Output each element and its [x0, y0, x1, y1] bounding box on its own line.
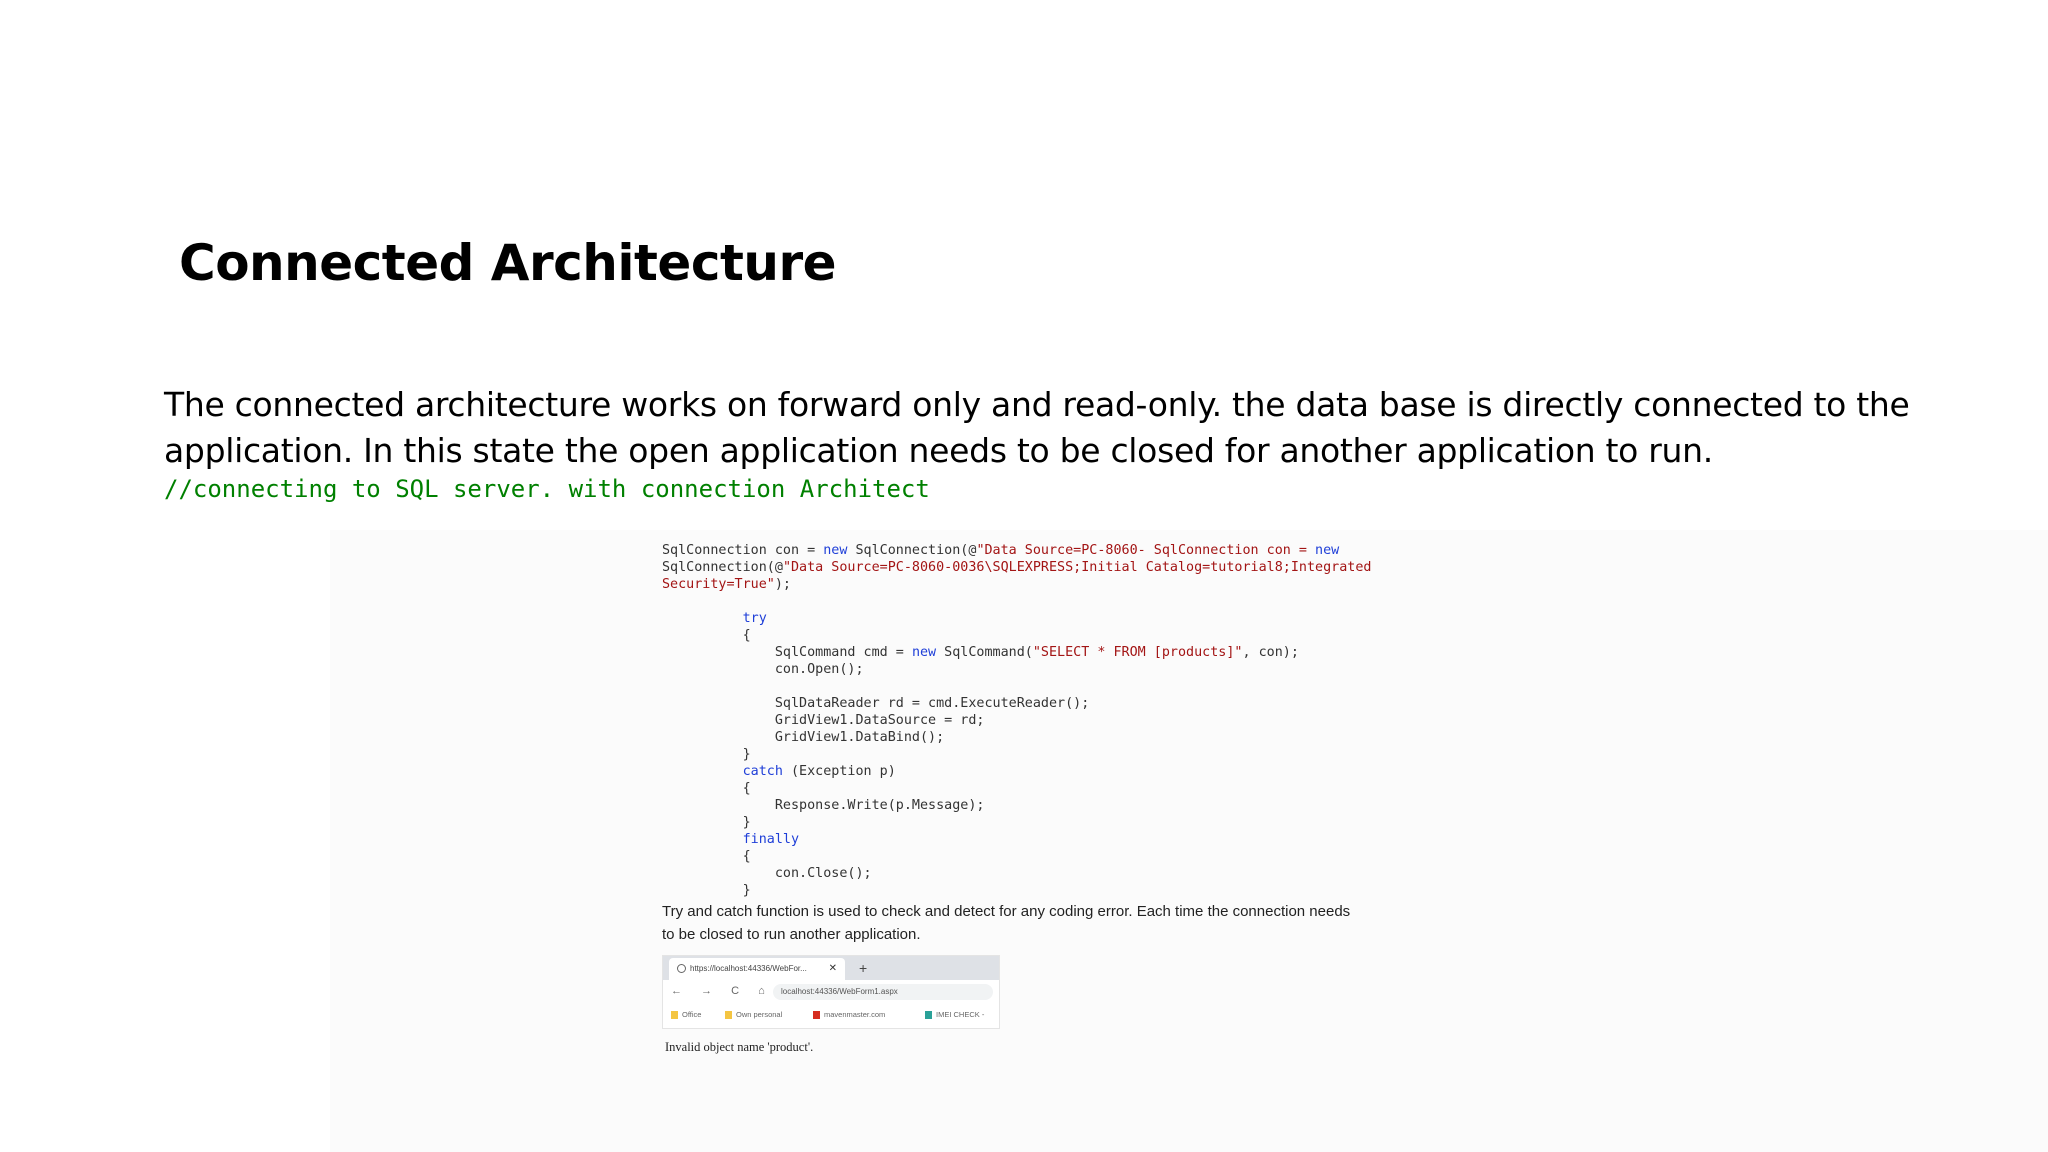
slide-body: [164, 382, 2044, 474]
explanation-line-1: Try and catch function is used to check and detect for any coding error. Each time the connection needs: [662, 903, 1351, 920]
error-message: Invalid object name 'product'.: [665, 1040, 814, 1054]
new-tab-button[interactable]: +: [859, 960, 868, 976]
code-line: {: [742, 849, 751, 864]
site-icon: [925, 1011, 932, 1019]
code-line: {: [742, 781, 751, 796]
code-line: SqlCommand cmd = new SqlCommand("SELECT * FROM [products]", con);: [774, 645, 1299, 660]
browser-tab-bar: [663, 956, 999, 980]
nav-buttons[interactable]: ← → C ⌂: [671, 985, 773, 997]
code-line: Security=True");: [662, 577, 791, 592]
body-line-2: application. In this state the open application needs to be closed for another application to run.: [164, 431, 1713, 470]
code-line: }: [742, 883, 751, 898]
code-line: }: [742, 815, 751, 830]
code-comment: //connecting to SQL server. with connection Architect: [164, 475, 930, 503]
explanation-text: [662, 900, 1382, 946]
folder-icon: [725, 1011, 732, 1019]
slide-title: Connected Architecture: [179, 234, 837, 292]
site-icon: [813, 1011, 820, 1019]
code-line: con.Close();: [774, 866, 872, 881]
folder-icon: [671, 1011, 678, 1019]
tab-title: https://localhost:44336/WebFor...: [690, 964, 807, 973]
code-line: finally: [742, 832, 800, 847]
bookmarks-bar: [663, 1004, 999, 1026]
browser-tab[interactable]: [669, 958, 845, 980]
browser-window: [662, 955, 1000, 1029]
address-bar[interactable]: localhost:44336/WebForm1.aspx: [773, 984, 993, 1000]
bookmark-item[interactable]: mavenmaster.com: [813, 1010, 885, 1019]
code-line: try: [742, 611, 767, 626]
code-line: {: [742, 628, 751, 643]
code-line: con.Open();: [774, 662, 864, 677]
code-line: SqlConnection con = new SqlConnection(@"Data Source=PC-8060- SqlConnection con = new: [662, 543, 1340, 558]
code-line: }: [742, 747, 751, 762]
code-line: catch (Exception p): [742, 764, 896, 779]
browser-nav-bar: [663, 980, 999, 1004]
code-line: Response.Write(p.Message);: [774, 798, 985, 813]
code-line: SqlDataReader rd = cmd.ExecuteReader();: [774, 696, 1090, 711]
bookmark-item[interactable]: Own personal: [725, 1010, 782, 1019]
code-line: GridView1.DataSource = rd;: [774, 713, 985, 728]
globe-icon: [677, 964, 686, 973]
bookmark-item[interactable]: Office: [671, 1010, 701, 1019]
code-line: SqlConnection(@"Data Source=PC-8060-0036\SQLEXPRESS;Initial Catalog=tutorial8;Integrated: [662, 560, 1372, 575]
code-block: [662, 542, 1382, 899]
close-icon[interactable]: ✕: [828, 963, 837, 974]
bookmark-item[interactable]: IMEI CHECK -: [925, 1010, 984, 1019]
explanation-line-2: to be closed to run another application.: [662, 926, 921, 943]
body-line-1: The connected architecture works on forward only and read-only. the data base is directly connected to the: [164, 385, 1910, 424]
code-line: GridView1.DataBind();: [774, 730, 945, 745]
